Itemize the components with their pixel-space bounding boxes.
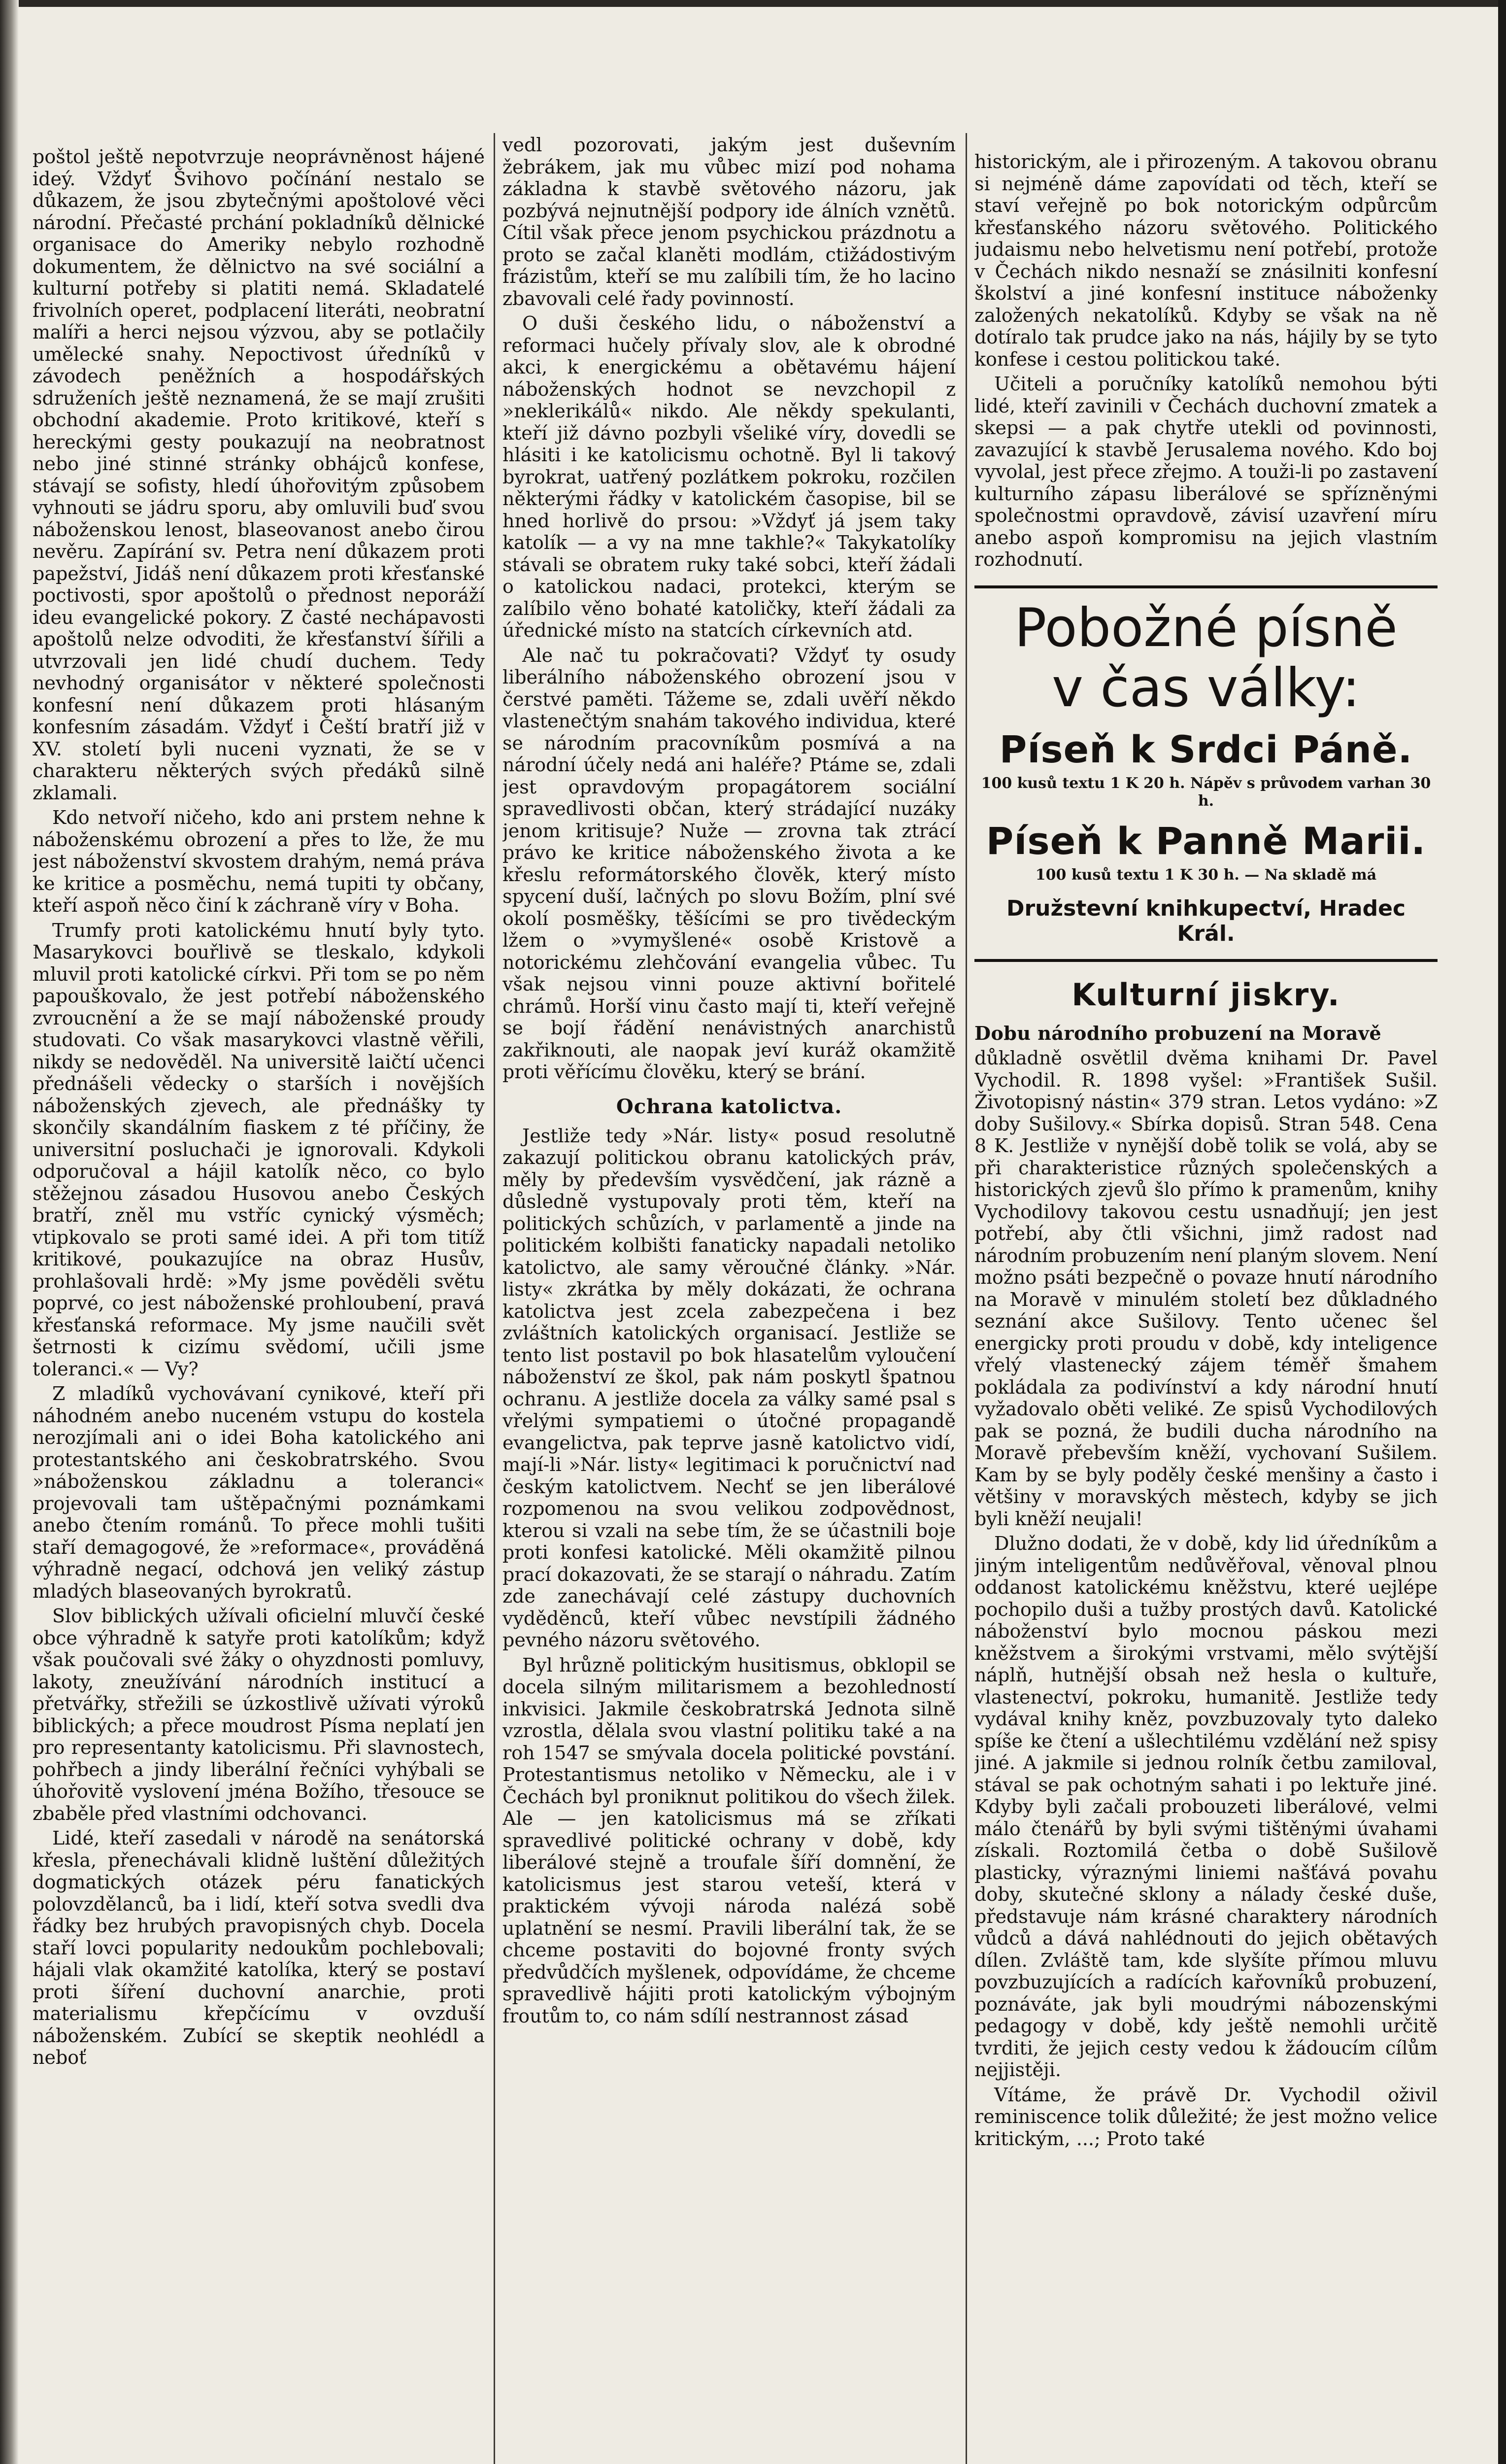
advertisement [974,585,1438,962]
ad-song-2-price: 100 kusů textu 1 K 30 h. — Na skladě má [1035,866,1377,884]
page-top-edge [0,0,1506,7]
paragraph: Kdo netvoří ničeho, kdo ani prstem nehne k náboženskému obrození a přes to lže, že mu jest náboženství skvostem drahým, nemá práva ke kritice a posměchu, nemá tupiti ty občany, kteří aspoň něco činí k záchraně víry v Boha. [33,807,485,916]
paragraph: Trumfy proti katolickému hnutí byly tyto. Masarykovci bouřlivě se tleskalo, kdykoli mluvil proti katolické církvi. Při tom se po něm papouškovalo, že jest potřebí náboženského zvroucnění a že se mají náboženské proudy studovati. Co však masarykovci vlastně věřili, nikdy se nedověděl. Na universitě laičtí učenci přednášeli vědecky o starších i novějších náboženských zjevech, ale přednášky ty skončily skandálním fiaskem z té příčiny, že universitní posluchači je ignorovali. Kdykoli odporučoval a hájil katolík něco, co bylo stěžejnou zásadou Husovou anebo Českých bratří, zněl mu vstříc cynický výsměch; vtipkovalo se proti samé idei. A při tom titíž kritikové, poukazujíce na obraz Husův, prohlašovali hrdě: »My jsme pověděli světu poprvé, co jest náboženské prohloubení, pravá křesťanská reformace. My jsme naučili svět šetrnosti k cizímu svědomí, učili jsme toleranci.« — Vy? [33,919,485,1380]
ad-song-1: Píseň k Srdci Páně. [999,727,1413,771]
ad-publisher: Družstevní knihkupectví, Hradec Král. [1006,895,1406,946]
paragraph [974,1023,1438,1045]
paragraph: Slov biblických užívali oficielní mluvčí české obce výhradně k satyře proti katolíkům; když však poučovali své žáky o ohyzdnosti pomluvy, lakoty, zneužívání národních institucí a přetvářky, střežili se úzkostlivě užívati výroků biblických; a přece moudrost Písma neplatí jen pro representanty katolicismu. Při slavnostech, pohřbech a jindy liberální řečníci vyhýbali se úhořovitě vyslovení jména Božího, třesouce se zbaběle před vlastními odchovanci. [33,1605,485,1824]
paragraph: důkladně osvětlil dvěma knihami Dr. Pavel Vychodil. R. 1898 vyšel: »František Sušil. Životopisný nástin« 379 stran. Letos vydáno: »Z doby Sušilovy.« Sbírka dopisů. Stran 548. Cena 8 K. Jestliže v nynější době tolik se volá, aby se při charakteristice různých společenských a historických zjevů šlo přímo k pramenům, knihy Vychodilovy takovou cestu usnadňují; jen jest potřebí, aby čtli všichni, jimž radost nad národním probuzením není planým slovem. Není možno psáti bezpečně o povaze hnutí národního na Moravě v minulém století bez důkladného seznání akce Sušilovy. Tento učenec šel energicky proti proudu v době, kdy inteligence vřelý vlastenecký zájem téměř šmahem pokládala za podivínství a kdy národní hnutí vyžadovalo oběti veliké. Ze spisů Vychodilových pak se pozná, že budili duchа národního na Moravě přebevším kněží, vychovaní Sušilem. Kam by se byly poděly české menšiny a často i většiny v moravských městech, kdyby se jich byli kněží neujali! [974,1047,1438,1530]
paragraph: Lidé, kteří zasedali v národě na senátorská křesla, přenechávali klidně luštění důležitých dogmatických otázek péru fanatických polovzdělanců, ba i lidí, kteří sotva svedli dva řádky bez hrubých pravopisných chyb. Docela staří lovci popularity nedoukům pochlebovali; hájali vlak okamžité katolíka, který se postaví proti šíření duchovní anarchie, proti materialismu křepčícímu v ovzduší náboženském. Zubící se skeptik neohlédl a neboť [33,1827,485,2068]
paragraph: Vítáme, že právě Dr. Vychodil oživil reminiscence tolik důležité; že jest možno velice kritickým, ...; Proto také [974,2084,1438,2150]
paragraph: Byl hrůzně politickým husitismus, obklopil se docela silným militarismem a bezohledností inkvisici. Jakmile českobratrská Jednota silně vzrostla, dělala svou vlastní politiku také a na roh 1547 se smývala docela politické povstání. Protestantismus netolikо v Německu, ale i v Čechách byl proniknut politikou do všech žilek. Ale — jen katolicismus má se zříkati spravedlivé politické ochrany v době, kdy liberálové stejně a troufale šíří domnění, že katolicismus jest starou veteší, která v praktickém vývoji národa nalézá sobě uplatnění se nesmí. Pravili liberální tak, že se chceme postaviti do bojovné fronty svých předvůdčích myšlenek, odpovídáme, že chceme spravedlivě hájiti proti katolickým výbojným froutům to, co nám sdílí nestrannost zásad [502,1654,956,2027]
column-2 [502,134,956,2464]
paragraph: Z mladíků vychovávaní cynikové, kteří při náhodném anebo nuceném vstupu do kostela nerozjímali ani o idei Boha katolického ani protestantského ani českobratrského. Svou »náboženskou základnu a toleranci« projevovali tam uštěpačnými poznámkami anebo čtením románů. To přece mohli tušiti staří demagogové, že »reformace«, prováděná výhradně negací, odchová jen veliký zástup mladých blaseovaných byrokratů. [33,1383,485,1602]
column-1 [33,146,485,2464]
paragraph: Ale nač tu pokračovati? Vždyť ty osudy liberálního náboženského obrození jsou v čerstvé paměti. Tážeme se, zdali uvěří někdo vlastenečtým snahám takového individua, které se národním pracovníkům posmívá a na národní účely nedá ani haléře? Ptáme se, zdali jest opravdovým propagátorem sociální spravedlivosti občan, který strádající nuzáky jenom kritisuje? Nuže — zrovna tak ztrácí právo ke kritice náboženského života a ke křeslu reformátorského člověk, který místo spycení duší, lačných po slovu Božím, plní své okolí posměšky, těšícími se pro tivědeckým lžem o »vymyšlené« osobě Kristově a notorickému zlehčování evangelia vůbec. Tu však nejsou vinni pouze aktivní bořitelé chrámů. Horší vinu často mají ti, kteří veřejně se bojí řádění nenávistných anarchistů zakřiknouti, ale naopak jeví kuráž okamžitě proti věřícímu člověku, který se brání. [502,644,956,1083]
column-rule-1 [494,133,495,2464]
column-rule-2 [966,133,967,2464]
ad-title-line-2: v čas války: [1052,657,1360,719]
paragraph: poštol ještě nepotvrzuje neoprávněnost hájené ideý. Vždyť Švihovo počínání nestalo se důkazem, že jsou zbytečnými apoštolové věci národní. Přečasté prchání pokladníků dělnické organisace do Ameriky nebylo rozhodně dokumentem, že dělnictvo na své sociální a kulturní potřeby si platiti nemá. Skladatelé frivolních operet, podplacení literáti, neobratní malíři a herci nejsou výzvou, aby se potlačily umělecké snahy. Nepoctivost úředníků v závodech peněžních a hospodářských sdruženích ještě neznamená, že se mají zrušiti obchodní akademie. Proto kritikové, kteří s hereckými gesty poukazují na neobratnost nebo jiné stinné stránky obhájců konfese, stávají se sofisty, hledí úhořovitým způsobem vyhnouti se jádru sporu, aby omluvili buď svou náboženskou lenost, blaseovanost anebo čirou nevěru. Zapírání sv. Petra není důkazem proti papežství, Jidáš není důkazem proti křesťanské poctivosti, spor apoštolů o přednost neporáží ideu evangelické pokory. Z časté nechápavosti apoštolů nelze odvoditi, že křesťanství šířili a utvrzovali jen lidé chudí duchem. Tedy nevhodný organisátor v některé společnosti konfesní není důkazem proti hlásaným konfesním zásadám. Vždyť i Čeští bratří již v XV. století byli nuceni vyznati, že se v charakteru některých svých předáků silně zklamali. [33,146,485,804]
ad-title-line-1: Pobožné písně [1014,597,1398,659]
paragraph: O duši českého lidu, o náboženství a reformaci hučely přívaly slov, ale k obrodné akci, k energickému a obětavému hájení náboženských hodnot se nevzchopil z »neklerikálů« nikdo. Ale někdy spekulanti, kteří již dávno pozbyli všeliké víry, dovedli se hlásiti i ke katolicismu ochotně. Byl li takový byrokrat, uatřený pozlátkem pokroku, rozčilen některými řádky v katolickém časopise, bil se hned horlivě do prsou: »Vždyť já jsem taky katolík — a vy na mne takhle?« Takykatolíky stávali se obratem ruky také sobci, kteří žádali o katolickou nadaci, protekci, kterým se zalíbilo věno bohaté katoličky, kteří žádali za úřednické místo na statcích církevních atd. [502,312,956,641]
paragraph: vedl pozorovati, jakým jest duševním žebrákem, jak mu vůbec mizí pod nohama základna k stavbě světového názoru, jak pozbývá nejnutnější podpory ide álních vznětů. Cítil však přece jenom psychickou prázdnotu a proto se začal klaněti modlám, ctižádostivým frázistům, kteří se mu zalíbili tím, že ho lacino zbavovali celé řady povinností. [502,134,956,309]
paragraph: historickým, ale i přirozeným. A takovou obranu si nejméně dáme zapovídati od těch, kteří se staví veřejně po bok notorickým odpůrcům křesťanského názoru světového. Politického judaismu nebo helvetismu není potřebí, protože v Čechách nikdo nesnaží se znásilniti konfesní školství a jiné konfesní instituce náboženky založených nekatolíků. Kdyby se však na ně dotíralo tak prudce jako na nás, hájily by se tyto konfese i cestou politickou také. [974,151,1438,370]
section-heading: Kulturní jiskry. [1071,976,1340,1013]
page-right-edge [1498,0,1506,2464]
lead-text: Dobu národního probuzení na Moravě [974,1022,1382,1044]
section-heading: Ochrana katolictva. [616,1095,842,1118]
paragraph: Jestliže tedy »Nár. listy« posud resolutně zakazují politickou obranu katolických práv, měly by především vysvědčení, jak rázně a důsledně vystupovaly proti těm, kteří na politických schůzích, v parlamentě a jinde na politickém kolbišti fanaticky napadali netolikо katolictvo, ale samy věroučné články. »Nár. listy« zkrátka by měly dokázati, že ochrana katolictva jest zcela zabezpečena i bez zvláštních katolických organisací. Jestliže se tento list postavil po bok hlasatelům vyloučení náboženství ze škol, pak nám poskytl špatnou ochranu. A jestliže docela za války samé psal s vřelými sympatiemi o útočné propagandě evangelictva, pak teprve jasně katolictvo vidí, mají-li »Nár. listy« legitimaci k poručnictví nad českým katolictvem. Nechť se jen liberálové rozpomenou na svou velikou zodpovědnost, kterou si vzali na sebe tím, že se účastnili boje proti konfesi katolické. Měli okamžitě pilnou prací dokazovati, že se starají o náhradu. Zatím zde zanechávají celé zástupy duchovních vyděděnců, kteří vůbec nevstípili žádného pevného názoru světového. [502,1125,956,1651]
ad-song-1-price: 100 kusů textu 1 K 20 h. Nápěv s průvodem varhan 30 h. [981,774,1431,810]
column-3 [974,151,1438,2464]
paragraph: Dlužno dodati, že v době, kdy lid úředníkům a jiným inteligentům nedůvěřoval, věnoval plnou oddanost katolickému kněžstvu, které uejlépe pochopilo duši a tužby prostých davů. Katolické náboženství bylo mocnou páskou mezi kněžstvem a širokými vrstvami, mělo svýtější náplň, hutnější obsah než hesla o kultuře, vlastenectví, pokroku, humanitě. Jestliže tedy vydával knihy kněz, povzbuzovaly tyto daleko spíše ke čtení a ušlechtilému vzdělání než spisy jiné. A jakmile si jednou rolník četbu zamiloval, stával se pak ochotným sahati i po lektuře jiné. Kdyby byli začali probouzeti liberálové, velmi málo čtenářů by byli svými tištěnými úvahami získali. Roztomilá četba o době Sušilově plasticky, výraznými liniemi našťává povahu doby, skutečné sklony a nálady české duše, představuje nám krásné charaktery národních vůdců a dává nahlédnouti do jejich obětavých dílen. Zvláště tam, kde slyšíte přímou mluvu povzbuzujících a radících kařovníků probuzení, poznáváte, jak byli moudrými nábozenskými pedagogy v době, kdy ještě nemohli určitě tvrditi, že jejich cesty vedou k žádoucím cílům nejjistěji. [974,1533,1438,2081]
ad-song-2: Píseň k Panně Marii. [986,819,1426,863]
page-left-edge [0,0,19,2464]
paragraph: Učiteli a poručníky katolíků nemohou býti lidé, kteří zavinili v Čechách duchovní zmatek a skepsi — a pak chytře utekli od povinnosti, zavazující k stavbě Jerusalema nového. Kdo boj vyvolal, jest přece zřejmo. A touži-li po zastavení kulturního zápasu liberálové se spřízněnými společnostmi opravdově, závisí uzavření míru anebo aspoň kompromisu na jejich vlastním rozhodnutí. [974,373,1438,570]
